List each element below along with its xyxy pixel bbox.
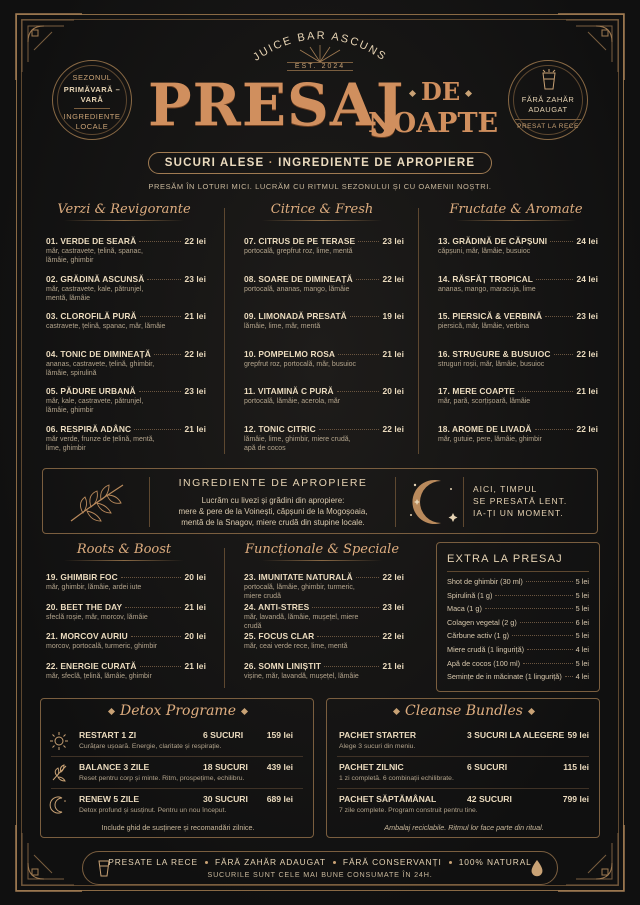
item-name: 01. VERDE DE SEARĂ <box>46 236 137 246</box>
item-name: 14. RĂSFĂȚ TROPICAL <box>438 273 533 284</box>
item-price: 23 lei <box>576 311 598 322</box>
item-price: 19 lei <box>382 311 404 322</box>
badge-text: PRESAT LA RECE <box>515 119 581 132</box>
menu-item <box>46 349 206 378</box>
moon-text: IA-ȚI UN MOMENT. <box>473 508 564 518</box>
extra-name: Cărbune activ (1 g) <box>447 631 510 641</box>
item-price: 21 lei <box>184 601 206 612</box>
badge-text: VARĂ <box>80 95 104 104</box>
title-noapte: NOAPTE <box>368 108 499 139</box>
menu-item <box>244 631 404 651</box>
program-price: 59 lei <box>567 730 589 740</box>
extra-name: Spirulină (1 g) <box>447 590 493 600</box>
program-price: 439 lei <box>266 762 293 772</box>
item-name: 16. STRUGURE & BUSUIOC <box>438 348 551 359</box>
item-price: 22 lei <box>382 572 404 582</box>
category-title: Fructate & Aromate <box>436 202 596 221</box>
menu-item <box>244 572 404 601</box>
extra-price: 4 lei <box>575 672 589 682</box>
program-item <box>41 759 315 789</box>
category-title: Citrice & Fresh <box>242 202 402 221</box>
item-price: 21 lei <box>382 660 404 671</box>
extra-price: 4 lei <box>575 644 589 654</box>
program-item <box>41 791 315 821</box>
menu-item <box>46 274 206 303</box>
program-count: 42 SUCURI <box>467 794 512 804</box>
leaf-branch-icon <box>65 479 129 525</box>
item-description: măr, castravete, kale, pătrunjel, mentă, lămâie <box>46 285 144 302</box>
item-price: 24 lei <box>576 236 598 246</box>
extra-item <box>447 577 589 591</box>
leader-dots <box>121 577 182 578</box>
moon-icon <box>403 475 459 529</box>
leader-dots <box>319 429 380 430</box>
program-description: Alege 3 sucuri din meniu. <box>339 743 416 750</box>
leader-dots <box>154 354 182 355</box>
detox-panel <box>40 698 314 838</box>
leader-dots <box>545 316 573 317</box>
item-name: 04. TONIC DE DIMINEAȚĂ <box>46 348 151 359</box>
est-year: EST. 2024 <box>0 63 640 70</box>
program-name: RESTART 1 ZI <box>79 730 137 740</box>
extras-panel <box>436 542 600 692</box>
item-name: 11. VITAMINĂ C PURĂ <box>244 386 334 397</box>
menu-item <box>46 311 206 331</box>
leader-dots <box>356 577 380 578</box>
extra-item <box>447 591 589 605</box>
menu-item <box>46 386 206 415</box>
sun-icon <box>49 731 69 751</box>
column-divider <box>418 208 419 454</box>
extra-price: 6 lei <box>575 617 589 627</box>
cleanse-note: Ambalaj reciclabile. Ritmul lor face parte din ritual. <box>384 823 544 832</box>
item-name: 18. AROME DE LIVADĂ <box>438 424 532 434</box>
item-description: piersică, măr, lămâie, verbina <box>438 323 530 331</box>
program-item <box>327 727 601 757</box>
menu-item <box>244 661 404 681</box>
item-description: căpșuni, măr, lămâie, busuioc <box>438 248 531 255</box>
item-price: 22 lei <box>382 273 404 284</box>
extra-price: 5 lei <box>575 658 589 668</box>
detox-note: Include ghid de susținere și recomandări zilnice. <box>101 823 255 832</box>
tagline-pill: SUCURI ALESE · INGREDIENTE DE APROPIERE <box>148 152 492 174</box>
glass-icon <box>539 69 559 91</box>
item-description: măr, ceai verde rece, lime, mentă <box>244 643 348 650</box>
item-description: măr, pară, scorțișoară, lămâie <box>438 398 531 406</box>
item-price: 24 lei <box>576 273 598 284</box>
brand-arc <box>240 20 400 66</box>
cleanse-title: Cleanse Bundles <box>327 703 601 719</box>
item-price: 22 lei <box>576 348 598 359</box>
menu-item <box>46 236 206 265</box>
leader-dots <box>312 607 379 608</box>
extra-name: Miere crudă (1 linguriță) <box>447 644 525 654</box>
item-description: măr, castravete, țelină, spanac, lămâie, ghimbir <box>46 248 143 264</box>
leader-dots <box>139 391 182 392</box>
title-de: DE <box>404 78 477 106</box>
extra-price: 5 lei <box>575 631 589 641</box>
leader-dots <box>338 354 379 355</box>
menu-item <box>438 349 598 369</box>
extra-price: 5 lei <box>575 604 589 614</box>
item-description: lămâie, lime, măr, mentă <box>244 323 321 331</box>
extra-item <box>447 618 589 632</box>
ingredients-text: Lucrăm cu livezi și grădini din apropiere: <box>201 496 345 505</box>
item-description: măr verde, frunze de țelină, mentă, lime, ghimbir <box>46 436 155 452</box>
extras-title: EXTRA LA PRESAJ <box>447 553 563 565</box>
item-description: portocală, lămâie, ghimbir, turmeric, miere crudă <box>244 584 355 600</box>
item-price: 21 lei <box>382 348 404 359</box>
item-price: 22 lei <box>184 348 206 359</box>
item-name: 08. SOARE DE DIMINEAȚĂ <box>244 273 353 284</box>
item-description: castravete, țelină, spanac, măr, lămâie <box>46 323 166 331</box>
item-price: 21 lei <box>184 424 206 434</box>
program-count: 3 SUCURI LA ALEGERE <box>467 730 565 740</box>
moon-icon <box>49 795 69 815</box>
program-name: PACHET STARTER <box>339 730 417 740</box>
program-count: 6 SUCURI <box>203 730 244 740</box>
cleanse-panel <box>326 698 600 838</box>
no-sugar-badge <box>508 60 588 140</box>
leaf-icon <box>49 763 69 783</box>
program-name: PACHET SĂPTĂMÂNAL <box>339 794 437 804</box>
menu-item <box>46 424 206 453</box>
item-description: lămâie, lime, ghimbir, miere crudă, apă de cocos <box>244 436 351 452</box>
program-name: RENEW 5 ZILE <box>79 794 140 804</box>
brand-name: JUICE BAR ASCUNS <box>251 29 389 64</box>
item-name: 10. POMPELMO ROSA <box>244 348 336 359</box>
season-badge <box>52 60 132 140</box>
item-name: 15. PIERSICĂ & VERBINĂ <box>438 311 543 322</box>
program-name: PACHET ZILNIC <box>339 762 404 772</box>
item-price: 21 lei <box>184 660 206 671</box>
item-description: portocală, lămâie, acerola, măr <box>244 398 341 406</box>
category-title: Funcționale & Speciale <box>242 542 402 561</box>
leader-dots <box>147 279 181 280</box>
item-description: struguri roșii, măr, lămâie, busuioc <box>438 360 545 368</box>
menu-item <box>244 311 404 331</box>
item-name: 03. CLOROFILĂ PURĂ <box>46 311 137 322</box>
item-price: 20 lei <box>382 386 404 397</box>
program-count: 6 SUCURI <box>467 762 508 772</box>
item-price: 23 lei <box>382 601 404 612</box>
extra-item <box>447 604 589 618</box>
subline: PRESĂM ÎN LOTURI MICI. LUCRĂM CU RITMUL SEZONULUI ȘI CU OAMENII NOȘTRI. <box>148 182 492 191</box>
item-name: 09. LIMONADĂ PRESATĂ <box>244 311 347 322</box>
badge-text: ADAUGAT <box>528 105 568 114</box>
column-divider <box>224 208 225 454</box>
extra-price: 5 lei <box>575 590 589 600</box>
item-description: portocală, ananas, mango, lămâie <box>244 285 350 293</box>
row-divider <box>337 788 589 789</box>
diamond-icon <box>409 90 416 97</box>
item-description: vișine, măr, lavandă, mușețel, lămâie <box>244 672 359 680</box>
item-description: măr, gutuie, pere, lămâie, ghimbir <box>438 436 542 443</box>
item-price: 22 lei <box>576 424 598 434</box>
leader-dots <box>550 241 573 242</box>
program-description: Reset pentru corp și minte. Ritm, prospețime, echilibru. <box>79 775 245 782</box>
leader-dots <box>125 607 181 608</box>
item-description: ananas, castravete, țelină, ghimbir, lămâie, spirulină <box>46 360 155 377</box>
ingredients-text: mentă de la Snagov, miere crudă din stupine locale. <box>181 518 365 527</box>
row-divider <box>337 756 589 757</box>
menu-item <box>438 236 598 256</box>
extra-name: Apă de cocos (100 ml) <box>447 658 521 668</box>
moon-text: SE PRESATĂ LENT. <box>473 496 568 506</box>
extra-item <box>447 659 589 673</box>
program-count: 30 SUCURI <box>203 794 248 804</box>
item-price: 22 lei <box>382 631 404 641</box>
title-presaj: PRESAJ <box>148 71 405 139</box>
item-name: 06. RESPIRĂ ADÂNC <box>46 424 132 434</box>
item-name: 02. GRĂDINĂ ASCUNSĂ <box>46 273 145 284</box>
menu-item <box>46 631 206 651</box>
badge-text: LOCALE <box>75 122 109 131</box>
extra-name: Shot de ghimbir (30 ml) <box>447 577 523 586</box>
leader-dots <box>535 429 574 430</box>
leader-dots <box>134 429 181 430</box>
menu-item <box>46 602 206 622</box>
item-price: 22 lei <box>184 236 206 246</box>
ingredients-title: INGREDIENTE DE APROPIERE <box>178 477 368 489</box>
item-name: 20. BEET THE DAY <box>46 601 123 612</box>
program-description: 1 zi completă. 6 combinații echilibrate. <box>339 775 454 782</box>
extra-item <box>447 672 589 686</box>
leader-dots <box>131 636 182 637</box>
program-price: 689 lei <box>266 794 293 804</box>
item-description: măr, ghimbir, lămâie, ardei iute <box>46 584 142 591</box>
item-price: 20 lei <box>184 631 206 641</box>
item-description: măr, lavandă, lămâie, mușețel, miere crudă <box>244 613 359 630</box>
leader-dots <box>356 279 380 280</box>
moon-text: AICI, TIMPUL <box>473 484 538 494</box>
program-item <box>41 727 315 757</box>
item-description: măr, sfeclă, țelină, lămâie, ghimbir <box>46 672 152 680</box>
badge-text: SEZONUL <box>72 73 112 82</box>
column-divider <box>224 548 225 688</box>
row-divider <box>51 756 303 757</box>
item-price: 21 lei <box>184 311 206 322</box>
program-item <box>327 791 601 821</box>
program-description: 7 zile complete. Program construit pentru tine. <box>339 807 478 814</box>
item-name: 13. GRĂDINĂ DE CĂPȘUNI <box>438 236 548 246</box>
menu-item <box>244 424 404 453</box>
menu-item <box>244 349 404 369</box>
item-price: 23 lei <box>184 386 206 397</box>
extra-name: Semințe de in măcinate (1 linguriță) <box>447 672 562 682</box>
leader-dots <box>337 391 380 392</box>
footer-features: PRESATE LA RECE FĂRĂ ZAHĂR ADAUGAT FĂRĂ CONSERVANȚI 100% NATURAL <box>108 857 532 867</box>
diamond-icon <box>465 90 472 97</box>
menu-item <box>244 274 404 294</box>
leader-dots <box>140 316 182 317</box>
item-name: 24. ANTI-STRES <box>244 601 310 612</box>
item-price: 23 lei <box>184 273 206 284</box>
item-description: grepfrut roz, portocală, măr, busuioc <box>244 360 357 368</box>
item-price: 20 lei <box>184 572 206 582</box>
item-name: 19. GHIMBIR FOC <box>46 572 118 582</box>
item-description: măr, kale, castravete, pătrunjel, lămâie, ghimbir <box>46 398 144 415</box>
program-price: 159 lei <box>266 730 293 740</box>
item-name: 21. MORCOV AURIU <box>46 631 128 641</box>
item-description: ananas, mango, maracuja, lime <box>438 285 536 293</box>
row-divider <box>51 788 303 789</box>
menu-item <box>46 572 206 592</box>
menu-item <box>438 424 598 444</box>
menu-item <box>46 661 206 681</box>
menu-item <box>438 311 598 331</box>
footer-note: SUCURILE SUNT CELE MAI BUNE CONSUMATE ÎN 24H. <box>207 870 433 879</box>
extra-item <box>447 645 589 659</box>
leader-dots <box>554 354 574 355</box>
category-title: Roots & Boost <box>44 542 204 561</box>
leader-dots <box>317 636 379 637</box>
item-name: 05. PĂDURE URBANĂ <box>46 386 136 397</box>
menu-item <box>244 386 404 406</box>
item-description: portocală, grepfrut roz, lime, mentă <box>244 248 353 255</box>
item-name: 22. ENERGIE CURATĂ <box>46 660 137 671</box>
program-price: 115 lei <box>563 762 589 772</box>
category-title: Verzi & Revigorante <box>44 202 204 221</box>
item-price: 23 lei <box>382 236 404 246</box>
item-description: morcov, portocală, turmeric, ghimbir <box>46 643 158 650</box>
program-name: BALANCE 3 ZILE <box>79 762 150 772</box>
leader-dots <box>536 279 573 280</box>
leader-dots <box>324 666 379 667</box>
item-name: 23. IMUNITATE NATURALĂ <box>244 572 353 582</box>
extra-name: Colagen vegetal (2 g) <box>447 617 517 627</box>
item-name: 07. CITRUS DE PE TERASE <box>244 236 356 246</box>
leader-dots <box>139 241 181 242</box>
ingredients-panel <box>42 468 598 534</box>
item-price: 22 lei <box>382 424 404 434</box>
program-price: 799 lei <box>562 794 589 804</box>
badge-text: INGREDIENTE <box>63 112 121 121</box>
leader-dots <box>140 666 182 667</box>
badge-text: FĂRĂ ZAHĂR <box>521 95 575 104</box>
extra-name: Maca (1 g) <box>447 604 482 614</box>
detox-title: Detox Programe <box>41 703 315 719</box>
menu-item <box>438 274 598 294</box>
program-description: Detox profund și susținut. Pentru un nou început. <box>79 807 227 814</box>
program-item <box>327 759 601 789</box>
program-count: 18 SUCURI <box>203 762 248 772</box>
extra-item <box>447 631 589 645</box>
menu-item <box>244 602 404 631</box>
item-name: 26. SOMN LINIȘTIT <box>244 660 322 671</box>
leader-dots <box>518 391 574 392</box>
menu-item <box>244 236 404 256</box>
leader-dots <box>350 316 380 317</box>
leader-dots <box>358 241 379 242</box>
item-name: 17. MERE COAPTE <box>438 386 515 397</box>
menu-item <box>438 386 598 406</box>
item-name: 25. FOCUS CLAR <box>244 631 315 641</box>
item-description: sfeclă roșie, măr, morcov, lămâie <box>46 613 148 621</box>
extra-price: 5 lei <box>575 577 589 586</box>
program-description: Curățare ușoară. Energie, claritate și respirație. <box>79 743 222 750</box>
ingredients-text: mere & pere de la Voinești, căpșuni de la Mogoșoaia, <box>178 507 368 516</box>
item-name: 12. TONIC CITRIC <box>244 424 316 434</box>
item-price: 21 lei <box>576 386 598 397</box>
badge-text: PRIMĂVARĂ – <box>63 85 121 94</box>
